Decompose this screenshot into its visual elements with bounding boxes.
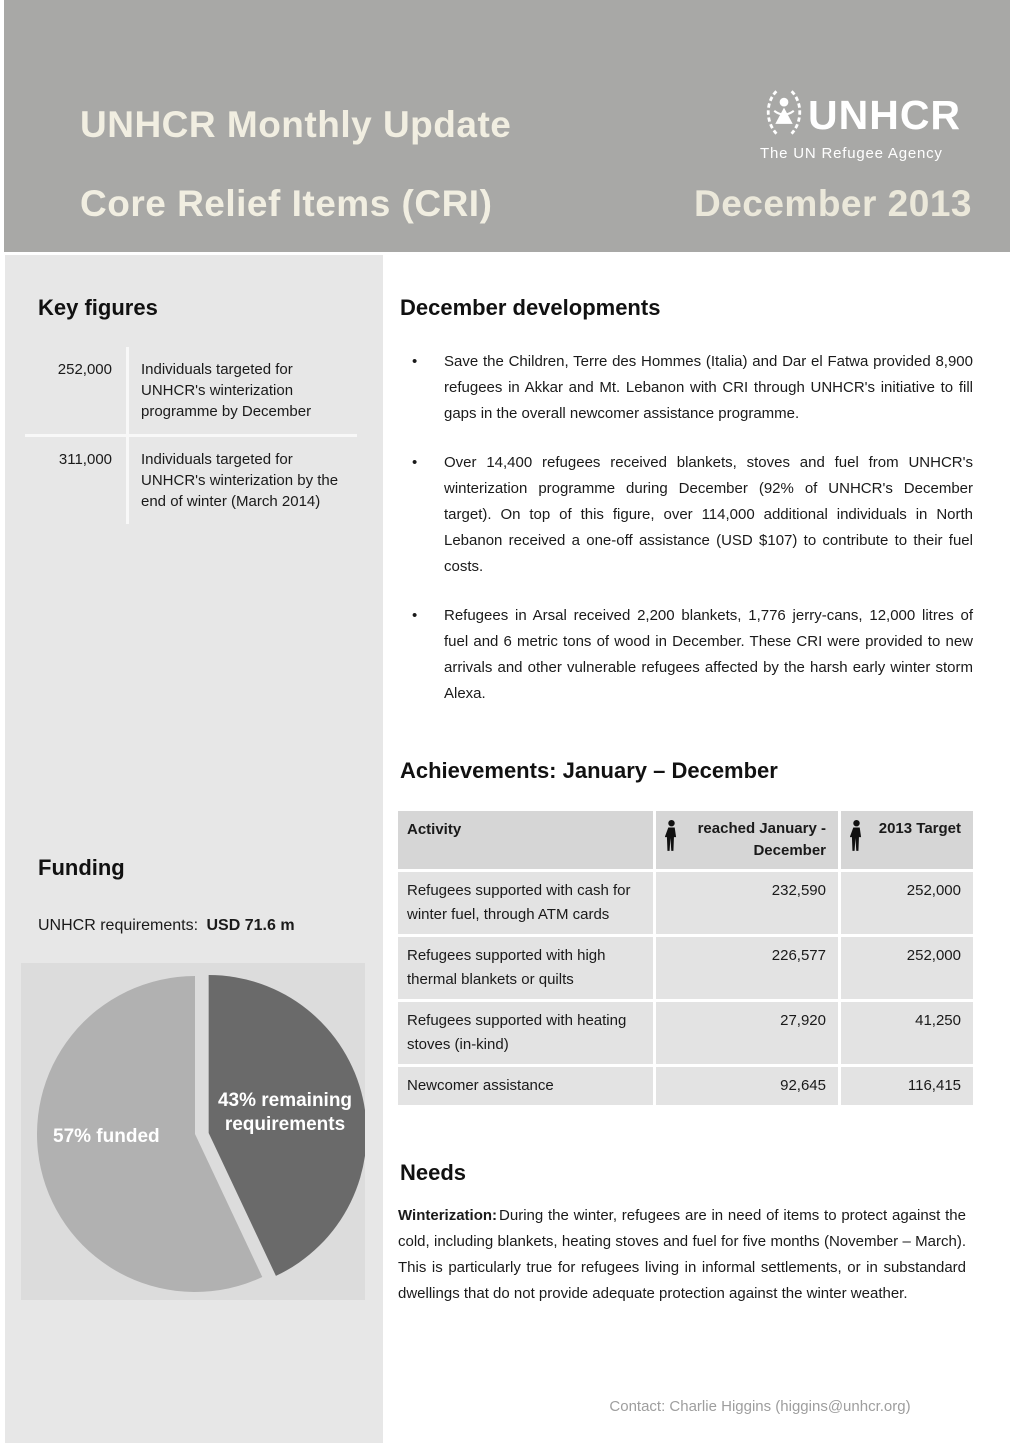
key-figures-table — [25, 347, 357, 524]
table-cell-target: 252,000 — [841, 872, 973, 934]
key-figure-description: Individuals targeted for UNHCR's winterization by the end of winter (March 2014) — [141, 451, 339, 510]
table-header-target — [841, 811, 973, 869]
report-date: December 2013 — [693, 183, 972, 224]
bullet-item: • Over 14,400 refugees received blankets, stoves and fuel from UNHCR's winterization programme during December (92% of UNHCR's December target). On top of this figure, over 114,000 additional individuals in North Lebanon received a one-off assistance (USD $107) to contribute to their fuel costs. — [398, 450, 973, 580]
pie-label-remaining: 43% remaining requirements — [217, 1090, 353, 1135]
table-header-target-label: 2013 Target — [878, 820, 961, 837]
needs-paragraph — [398, 1203, 966, 1307]
key-figure-value: 252,000 — [25, 347, 129, 434]
table-cell-target: 252,000 — [841, 937, 973, 999]
bullet-item: • Save the Children, Terre des Hommes (Italia) and Dar el Fatwa provided 8,900 refugees in Akkar and Mt. Lebanon with CRI through UNHCR's initiative to fill gaps in the overall newcomer assistance programme. — [398, 349, 973, 427]
left-sidebar — [5, 255, 383, 1443]
header-band — [4, 0, 1010, 252]
report-subtitle: Core Relief Items (CRI) — [80, 183, 493, 224]
table-cell-target: 41,250 — [841, 1002, 973, 1064]
person-icon — [850, 820, 863, 860]
funding-requirements — [38, 917, 295, 935]
unhcr-logo — [760, 88, 976, 162]
table-cell-reached: 226,577 — [656, 937, 838, 999]
key-figure-row — [25, 437, 357, 524]
contact-line: Contact: Charlie Higgins (higgins@unhcr.org) — [609, 1398, 911, 1415]
december-developments-heading: December developments — [400, 295, 661, 320]
table-cell-reached: 232,590 — [656, 872, 838, 934]
logo-wordmark: UNHCR — [808, 92, 962, 138]
table-cell-activity: Refugees supported with cash for winter fuel, through ATM cards — [398, 872, 653, 934]
needs-heading: Needs — [400, 1160, 467, 1185]
logo-tagline: The UN Refugee Agency — [760, 145, 943, 162]
table-cell-target: 116,415 — [841, 1067, 973, 1105]
table-cell-reached: 92,645 — [656, 1067, 838, 1105]
achievements-table — [398, 811, 973, 1105]
table-header-reached-label: reached January - December — [697, 820, 826, 859]
key-figure-description: Individuals targeted for UNHCR's winterization programme by December — [141, 361, 312, 420]
key-figure-row — [25, 347, 357, 437]
table-header-reached — [656, 811, 838, 869]
table-cell-activity: Refugees supported with high thermal blankets or quilts — [398, 937, 653, 999]
main-content — [398, 255, 973, 1415]
needs-lead: Winterization: — [398, 1207, 498, 1224]
needs-body: During the winter, refugees are in need of items to protect against the cold, including blankets, heating stoves and fuel for five months (November – March). This is particularly true for refugees living in informal settlements, or in substandard dwellings that do not provide adequate protection against the winter weather. — [398, 1207, 966, 1302]
achievements-heading: Achievements: January – December — [400, 758, 778, 783]
table-cell-activity: Refugees supported with heating stoves (in-kind) — [398, 1002, 653, 1064]
key-figures-heading: Key figures — [38, 295, 158, 320]
funding-requirements-label: UNHCR requirements: — [38, 917, 199, 934]
bullet-item: • Refugees in Arsal received 2,200 blankets, 1,776 jerry-cans, 12,000 litres of fuel and 6 metric tons of wood in December. These CRI were provided to new arrivals and other vulnerable refugees affected by the harsh early winter storm Alexa. — [398, 603, 973, 707]
person-icon — [665, 820, 678, 860]
funding-requirements-value: USD 71.6 m — [206, 917, 295, 934]
unhcr-wreath-icon — [760, 88, 808, 143]
funding-heading: Funding — [38, 855, 125, 880]
table-cell-reached: 27,920 — [656, 1002, 838, 1064]
pie-label-funded: 57% funded — [53, 1126, 160, 1147]
table-header-activity: Activity — [398, 811, 653, 869]
funding-pie-chart — [21, 963, 365, 1300]
table-cell-activity: Newcomer assistance — [398, 1067, 653, 1105]
report-title: UNHCR Monthly Update — [80, 104, 512, 145]
key-figure-value: 311,000 — [25, 437, 129, 524]
december-developments-list — [398, 349, 973, 730]
